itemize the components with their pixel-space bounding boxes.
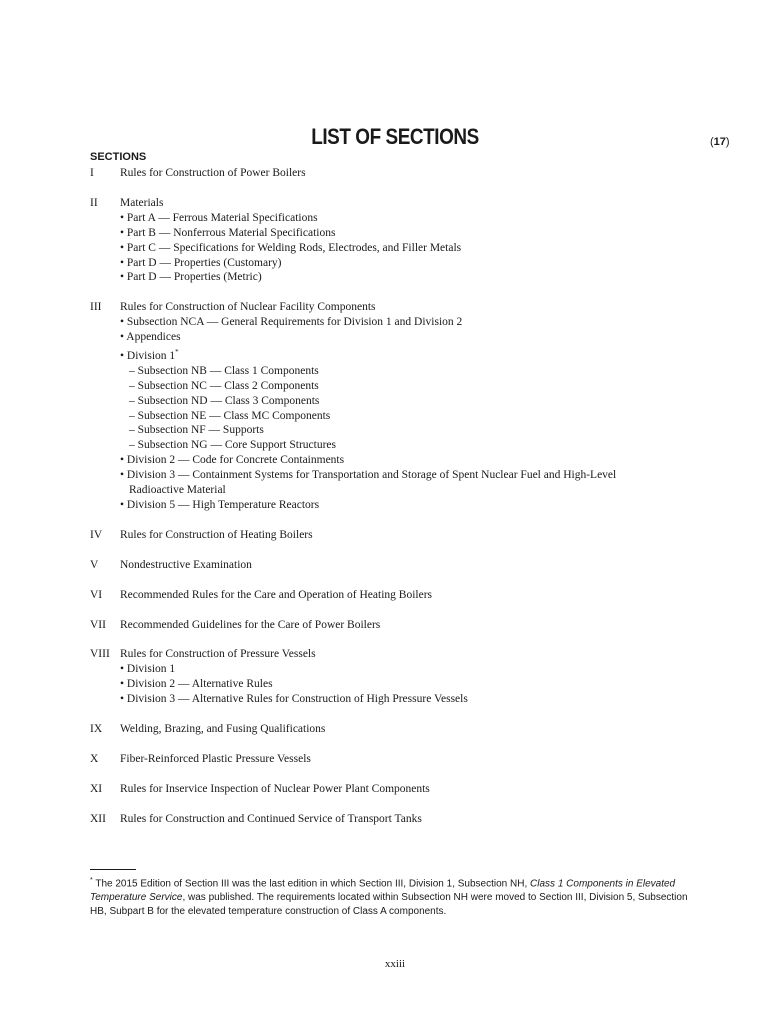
section-body [120,558,710,573]
section-number: XII [90,812,106,825]
section-entry [90,588,710,603]
section-title: Nondestructive Examination [120,558,252,571]
section-gap [90,181,710,196]
section-body [120,196,710,285]
section-item-text: • Part A — Ferrous Material Specifications [120,211,318,224]
section-item-text: • Part D — Properties (Metric) [120,271,262,284]
section-item [120,330,710,345]
section-body [120,647,710,707]
section-body [120,166,710,181]
footnote-italic: Class 1 Components in Elevated Temperature Service [90,878,676,904]
section-item [120,662,710,677]
section-entry [90,752,710,767]
footnote-ref: * [175,348,179,357]
section-gap [90,513,710,528]
section-number: VIII [90,648,110,661]
section-item-text: • Appendices [120,331,181,344]
section-item [120,226,710,241]
section-item [120,379,710,394]
section-title: Fiber-Reinforced Plastic Pressure Vessels [120,753,311,766]
section-body [120,588,710,603]
section-item [120,256,710,271]
section-entry [90,782,710,797]
section-body [120,752,710,767]
section-title: Rules for Construction of Power Boilers [120,167,306,179]
section-item-text: • Division 1 [120,663,176,676]
section-gap [90,767,710,782]
section-body [120,812,710,827]
section-item [120,241,710,256]
section-item [120,315,710,330]
section-item-text: – Subsection NB — Class 1 Components [129,364,319,377]
section-entry [90,528,710,543]
section-item-text: • Part D — Properties (Customary) [120,256,282,269]
section-item [120,409,710,424]
section-title: Rules for Construction and Continued Service of Transport Tanks [120,812,422,825]
section-entry [90,647,710,707]
section-gap [90,632,710,647]
section-body [120,528,710,543]
section-item [120,345,710,364]
section-item [120,364,710,379]
section-entry [90,722,710,737]
section-entry [90,166,710,181]
footnote-text-after: , was published. The requirements located within Subsection NH were moved to Section III, Division 5, Subsection HB, Subpart B for the elevated temperature construction of Class A components. [90,892,688,918]
section-body [120,618,710,633]
section-item-text: – Subsection NC — Class 2 Components [129,379,319,392]
section-body [120,782,710,797]
section-number: V [90,558,99,571]
section-number: VII [90,618,106,631]
section-number: VI [90,588,103,601]
section-title: Rules for Inservice Inspection of Nuclear Power Plant Components [120,782,430,795]
footnote [90,874,705,919]
section-gap [90,285,710,300]
section-title: Rules for Construction of Heating Boilers [120,528,313,541]
section-item-text: • Division 5 — High Temperature Reactors [120,498,320,511]
section-item-text: • Division 2 — Code for Concrete Containments [120,454,345,467]
section-item [120,438,710,453]
section-item [120,394,710,409]
section-number: X [90,753,99,766]
section-number: XI [90,782,103,795]
section-item-text: • Division 1 [120,349,176,362]
section-item-text: • Subsection NCA — General Requirements for Division 1 and Division 2 [120,316,463,329]
footnote-text-before: The 2015 Edition of Section III was the last edition in which Section III, Division 1, Subsection NH, [95,878,531,890]
section-gap [90,543,710,558]
section-item-text: • Division 3 — Alternative Rules for Construction of High Pressure Vessels [120,693,468,706]
section-title: Materials [120,196,164,209]
section-gap [90,573,710,588]
page-title: LIST OF SECTIONS [311,124,479,149]
section-number: IX [90,723,103,736]
section-item [120,677,710,692]
section-item-text: Radioactive Material [129,484,226,497]
section-item-text: – Subsection NG — Core Support Structures [129,439,336,452]
section-title: Rules for Construction of Nuclear Facility Components [120,301,376,314]
section-number: II [90,196,98,209]
section-item [120,270,710,285]
section-item-text: • Division 2 — Alternative Rules [120,678,273,691]
section-item [120,692,710,707]
section-number: IV [90,528,103,541]
section-item-text: • Division 3 — Containment Systems for Transportation and Storage of Spent Nuclear Fuel and High-Level [120,469,617,482]
section-title: Recommended Rules for the Care and Operation of Heating Boilers [120,588,433,601]
section-body [120,300,710,513]
footnote-marker: * [90,877,93,884]
section-body [120,722,710,737]
footnote-rule [90,869,136,870]
section-number: III [90,301,102,314]
section-entry [90,812,710,827]
section-title: Recommended Guidelines for the Care of Power Boilers [120,618,381,631]
section-gap [90,797,710,812]
section-entry [90,618,710,633]
revision-mark: (17) [710,136,730,148]
sections-list [90,166,710,827]
section-gap [90,707,710,722]
section-item-text: • Part C — Specifications for Welding Rods, Electrodes, and Filler Metals [120,241,462,254]
section-item [120,211,710,226]
section-item-text: – Subsection NF — Supports [129,424,264,437]
section-title: Rules for Construction of Pressure Vessels [120,648,316,661]
section-item [120,498,710,513]
section-entry [90,196,710,285]
section-title: Welding, Brazing, and Fusing Qualifications [120,723,326,736]
section-number: I [90,167,94,179]
section-item-text: – Subsection ND — Class 3 Components [129,394,320,407]
section-gap [90,737,710,752]
section-gap [90,603,710,618]
section-item [120,423,710,438]
section-item-text: – Subsection NE — Class MC Components [129,409,331,422]
section-item [120,483,710,498]
section-entry [90,300,710,513]
section-item [120,468,710,483]
section-item [120,453,710,468]
section-entry [90,558,710,573]
page-number: xxiii [384,958,406,970]
section-item-text: • Part B — Nonferrous Material Specifications [120,226,336,239]
sections-heading: SECTIONS [90,151,147,163]
